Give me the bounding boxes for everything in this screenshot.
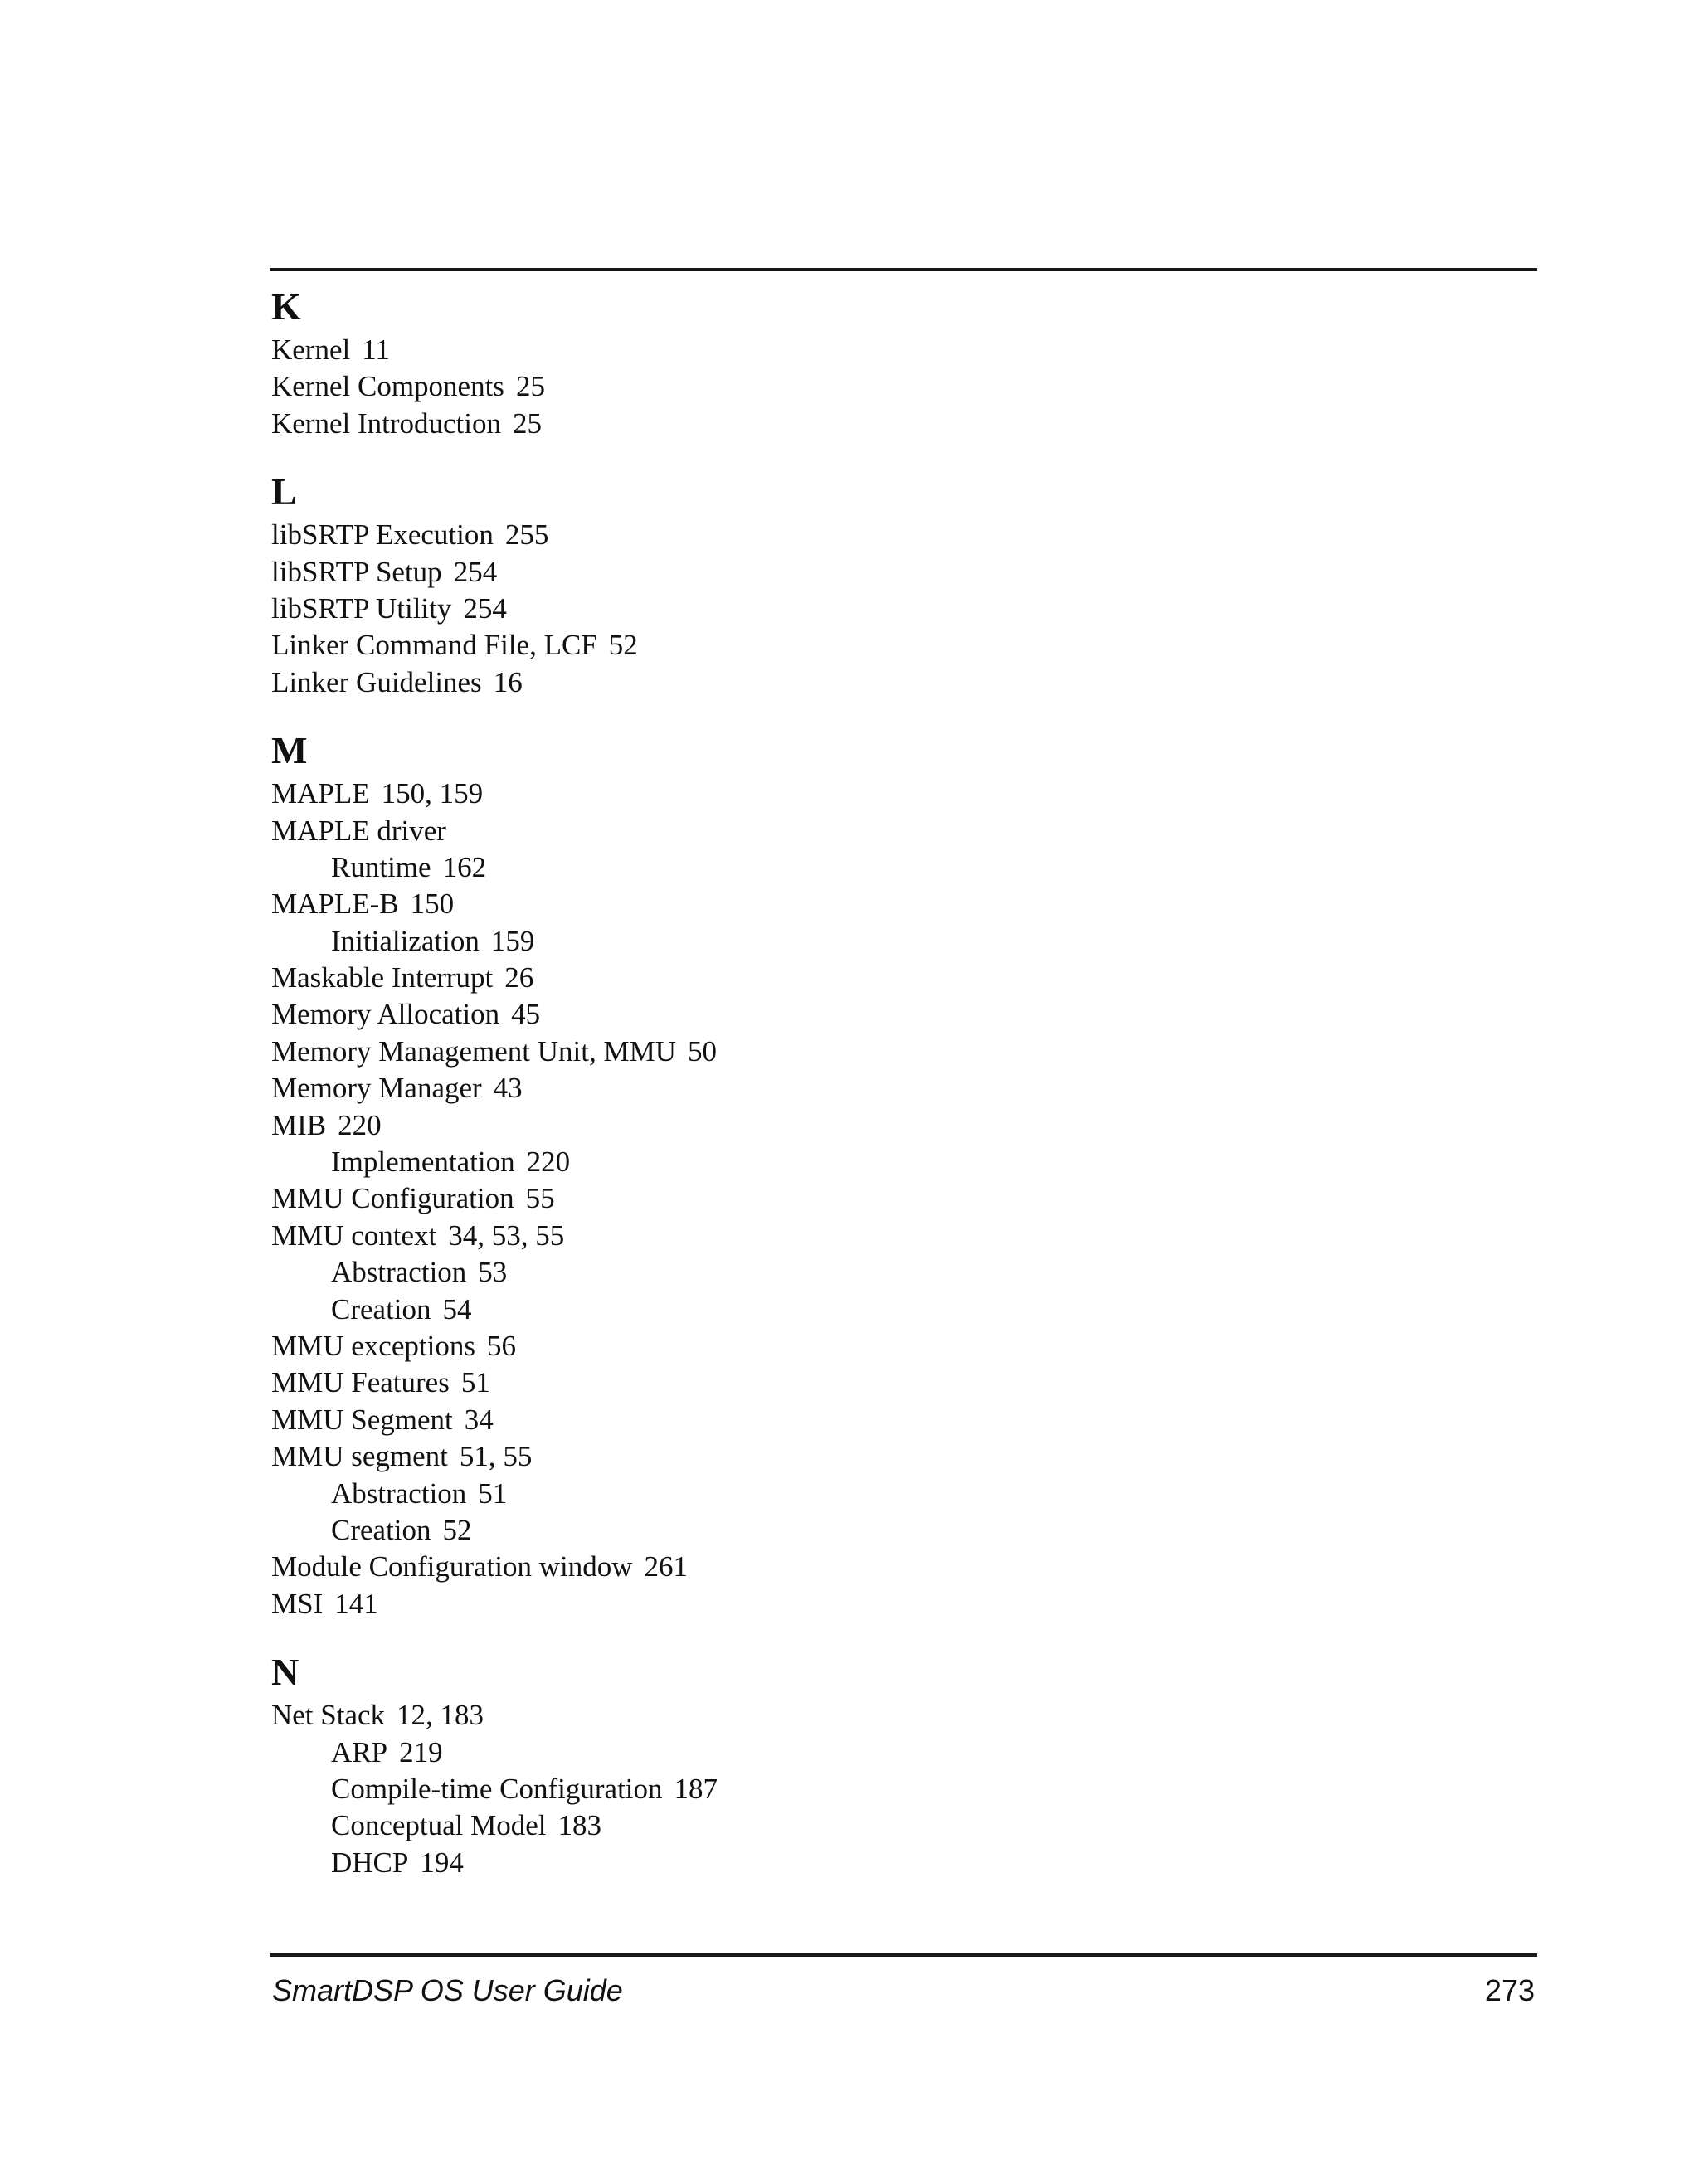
entry-term: Compile-time Configuration (331, 1772, 663, 1805)
entry-page-refs[interactable]: 34 (464, 1403, 494, 1436)
entry-term: ARP (331, 1735, 388, 1768)
index-subentry (271, 1771, 1516, 1807)
index-entry (271, 1034, 1516, 1070)
index-entry (271, 1070, 1516, 1107)
entry-term: libSRTP Execution (271, 518, 494, 552)
entry-page-refs[interactable]: 183 (557, 1809, 602, 1842)
index-section-l (271, 467, 1516, 701)
entry-term: Memory Manager (271, 1072, 482, 1105)
index-subentry (271, 1734, 1516, 1771)
entry-term: Memory Management Unit, MMU (271, 1034, 676, 1068)
entry-page-refs[interactable]: 255 (504, 518, 549, 552)
index-entry (271, 627, 1516, 664)
index-entry (271, 1402, 1516, 1438)
section-letter-heading: K (271, 285, 301, 328)
entry-term: libSRTP Utility (271, 591, 452, 625)
entry-term: MAPLE (271, 777, 370, 810)
entry-term: Linker Guidelines (271, 665, 482, 698)
entry-page-refs[interactable]: 187 (674, 1772, 718, 1805)
entry-page-refs[interactable]: 51 (478, 1476, 508, 1510)
entry-page-refs[interactable]: 220 (338, 1108, 382, 1141)
index-section-k (271, 282, 1516, 442)
index-entry (271, 1364, 1516, 1401)
entry-term: MMU Segment (271, 1403, 453, 1436)
entry-term: Runtime (331, 850, 431, 883)
index-subentry (271, 1144, 1516, 1180)
entry-page-refs[interactable]: 51 (460, 1366, 490, 1399)
index-subentry (271, 1291, 1516, 1328)
entry-term: MMU Features (271, 1366, 450, 1399)
index-subentry (271, 1476, 1516, 1512)
entry-term: Creation (331, 1292, 431, 1325)
index-entry (271, 1107, 1516, 1144)
index-entry (271, 517, 1516, 553)
index-entry (271, 813, 1516, 849)
entry-page-refs[interactable]: 55 (525, 1182, 555, 1215)
entry-term: MMU exceptions (271, 1329, 475, 1362)
entry-term: Net Stack (271, 1699, 386, 1732)
index-entry (271, 368, 1516, 405)
index-entry (271, 1586, 1516, 1622)
entry-term: Initialization (331, 924, 480, 957)
entry-page-refs[interactable]: 45 (511, 998, 541, 1031)
entry-page-refs[interactable]: 11 (362, 333, 390, 366)
entry-page-refs[interactable]: 194 (420, 1846, 464, 1879)
entry-page-refs[interactable]: 26 (504, 961, 534, 995)
entry-term: Creation (331, 1513, 431, 1546)
index-entry (271, 591, 1516, 627)
bottom-rule (270, 1953, 1537, 1957)
entry-term: Kernel Introduction (271, 406, 501, 440)
index-entry (271, 776, 1516, 812)
entry-page-refs[interactable]: 54 (442, 1292, 472, 1325)
index-entry (271, 332, 1516, 368)
entry-term: Linker Command File, LCF (271, 629, 597, 662)
section-letter-heading: M (271, 729, 308, 772)
index-entry (271, 1180, 1516, 1217)
entry-term: MSI (271, 1587, 324, 1620)
entry-page-refs[interactable]: 52 (608, 629, 638, 662)
index-entry (271, 996, 1516, 1033)
entry-term: Maskable Interrupt (271, 961, 494, 995)
entry-page-refs[interactable]: 159 (490, 924, 535, 957)
index-entry (271, 664, 1516, 701)
entry-term: Abstraction (331, 1476, 467, 1510)
page-number: 273 (1484, 1973, 1535, 2007)
entry-term: DHCP (331, 1846, 409, 1879)
entry-page-refs[interactable]: 219 (399, 1735, 443, 1768)
entry-page-refs[interactable]: 56 (486, 1329, 516, 1362)
entry-page-refs[interactable]: 162 (442, 850, 487, 883)
entry-page-refs[interactable]: 150, 159 (381, 777, 484, 810)
index-entry (271, 1697, 1516, 1734)
section-letter-heading: N (271, 1651, 299, 1694)
entry-page-refs[interactable]: 25 (513, 406, 542, 440)
entry-page-refs[interactable]: 220 (526, 1146, 571, 1179)
index-entry (271, 1438, 1516, 1475)
entry-page-refs[interactable]: 50 (687, 1034, 717, 1068)
entry-page-refs[interactable]: 254 (463, 591, 507, 625)
index-subentry (271, 1254, 1516, 1291)
entry-term: MIB (271, 1108, 327, 1141)
index-subentry (271, 849, 1516, 886)
index-entry (271, 1549, 1516, 1585)
entry-page-refs[interactable]: 254 (453, 555, 498, 588)
index-subentry (271, 1845, 1516, 1881)
index-body (271, 282, 1516, 1906)
index-subentry (271, 923, 1516, 960)
entry-page-refs[interactable]: 141 (334, 1587, 378, 1620)
entry-term: Module Configuration window (271, 1550, 633, 1583)
entry-page-refs[interactable]: 150 (410, 888, 455, 921)
entry-page-refs[interactable]: 12, 183 (397, 1699, 484, 1732)
entry-term: Kernel Components (271, 370, 504, 403)
entry-term: libSRTP Setup (271, 555, 442, 588)
entry-page-refs[interactable]: 34, 53, 55 (448, 1218, 565, 1252)
entry-term: Kernel (271, 333, 351, 366)
entry-term: Conceptual Model (331, 1809, 547, 1842)
index-subentry (271, 1807, 1516, 1844)
entry-term: Implementation (331, 1146, 515, 1179)
index-entry (271, 554, 1516, 591)
entry-page-refs[interactable]: 52 (442, 1513, 472, 1546)
entry-page-refs[interactable]: 51, 55 (459, 1440, 533, 1473)
entry-term: MAPLE driver (271, 814, 446, 847)
entry-term: Abstraction (331, 1256, 467, 1289)
index-section-m (271, 726, 1516, 1622)
entry-term: MMU context (271, 1218, 437, 1252)
entry-page-refs[interactable]: 16 (493, 665, 523, 698)
entry-page-refs[interactable]: 25 (515, 370, 545, 403)
top-rule (270, 268, 1537, 271)
section-letter-heading: L (271, 470, 297, 513)
index-subentry (271, 1512, 1516, 1549)
entry-term: MMU Configuration (271, 1182, 514, 1215)
entry-page-refs[interactable]: 261 (644, 1550, 689, 1583)
index-entry (271, 886, 1516, 922)
index-entry (271, 1218, 1516, 1254)
entry-page-refs[interactable]: 43 (493, 1072, 523, 1105)
entry-term: Memory Allocation (271, 998, 500, 1031)
footer-title: SmartDSP OS User Guide (272, 1973, 623, 2007)
index-section-n (271, 1647, 1516, 1881)
index-entry (271, 406, 1516, 442)
entry-term: MAPLE-B (271, 888, 399, 921)
entry-term: MMU segment (271, 1440, 448, 1473)
entry-page-refs[interactable]: 53 (478, 1256, 508, 1289)
index-entry (271, 960, 1516, 996)
index-entry (271, 1328, 1516, 1364)
